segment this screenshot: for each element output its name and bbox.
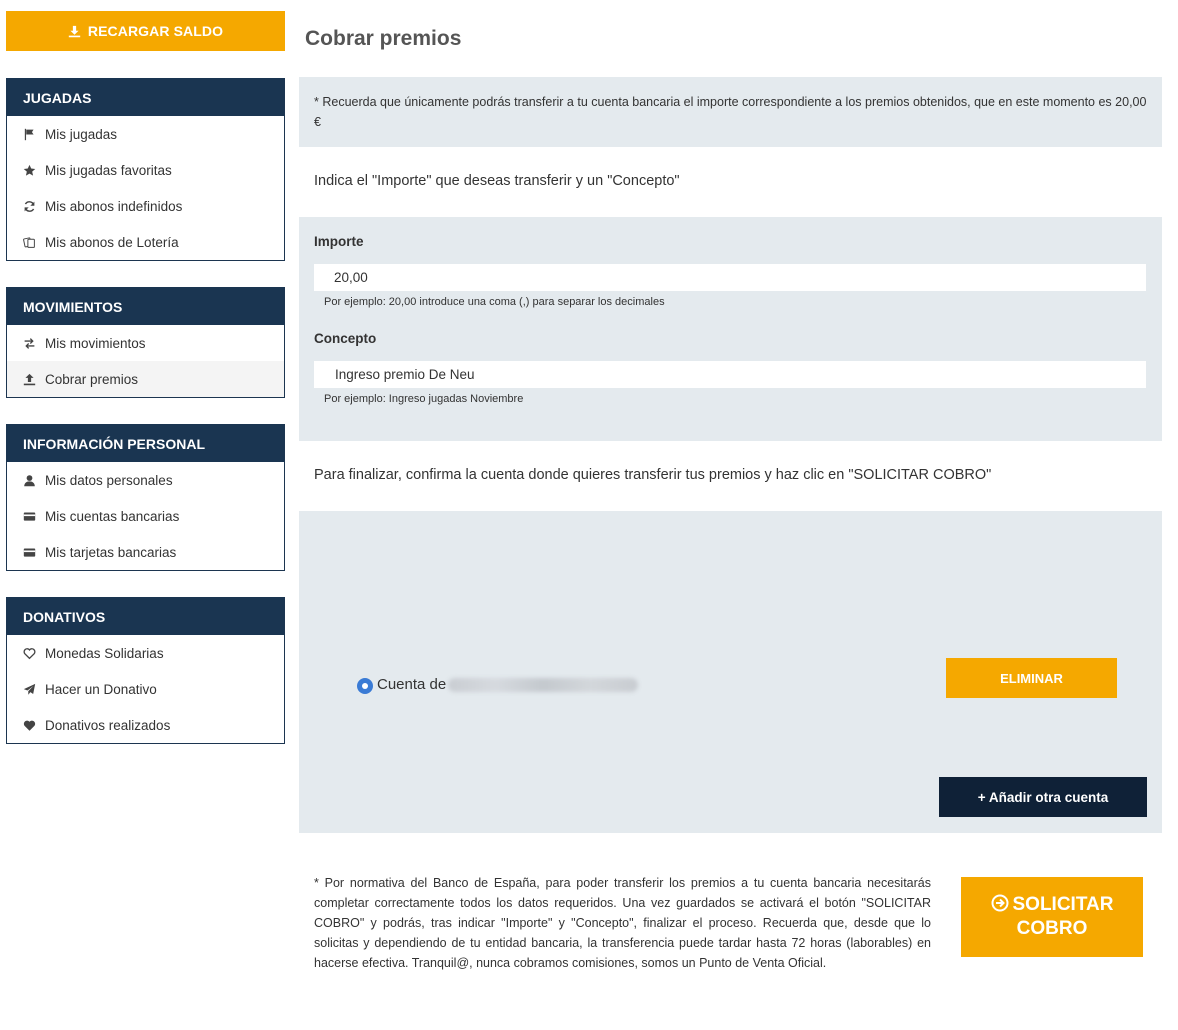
sidebar-item-mis-abonos-loteria[interactable] — [7, 224, 284, 260]
heart-outline-icon — [21, 646, 37, 660]
legal-note: * Por normativa del Banco de España, para poder transferir los premios a tu cuenta bancaria necesitarás completar correctamente todos los datos requeridos. Una vez guardados se activará el botón "SOLICITAR COBRO" y podrás, tras indicar "Importe" y "Concepto", finalizar el proceso. Recuerda que, desde que lo solicitas y dependiendo de tu entidad bancaria, la transferencia puede tardar hasta 72 horas (laborables) en hacerse efectiva. Tranquil@, nunca cobramos comisiones, somos un Punto de Venta Oficial. — [314, 876, 931, 970]
refresh-icon — [21, 199, 37, 213]
transfer-form — [299, 217, 1162, 441]
menu-jugadas — [6, 78, 285, 261]
sidebar-item-mis-abonos-indefinidos[interactable] — [7, 188, 284, 224]
recharge-label: RECARGAR SALDO — [87, 23, 224, 39]
menu-movimientos — [6, 287, 285, 398]
sidebar-item-label: Mis tarjetas bancarias — [45, 544, 177, 560]
sidebar-item-mis-tarjetas-bancarias[interactable] — [7, 534, 284, 570]
menu-donativos — [6, 597, 285, 744]
upload-icon — [21, 372, 37, 386]
flag-icon — [21, 127, 37, 141]
tickets-icon — [21, 235, 37, 249]
menu-heading: INFORMACIÓN PERSONAL — [7, 424, 284, 462]
card-icon — [21, 545, 37, 559]
amount-label: Importe — [314, 234, 364, 249]
sidebar-item-cobrar-premios[interactable] — [7, 361, 284, 397]
request-payout-button[interactable] — [961, 877, 1143, 957]
amount-help: Por ejemplo: 20,00 introduce una coma (,) para separar los decimales — [324, 296, 665, 308]
sidebar-item-label: Mis jugadas favoritas — [45, 162, 172, 178]
sidebar-item-label: Mis cuentas bancarias — [45, 508, 180, 524]
sidebar-item-mis-cuentas-bancarias[interactable] — [7, 498, 284, 534]
sidebar-item-label: Mis datos personales — [45, 472, 173, 488]
sidebar-item-label: Cobrar premios — [45, 371, 139, 387]
arrow-circle-icon — [991, 894, 1009, 912]
concept-input[interactable] — [314, 361, 1146, 388]
sidebar-item-label: Donativos realizados — [45, 717, 171, 733]
sidebar-item-mis-jugadas[interactable] — [7, 116, 284, 152]
sidebar-item-label: Mis abonos de Lotería — [45, 234, 179, 250]
account-panel — [299, 511, 1162, 833]
sidebar-item-mis-jugadas-favoritas[interactable] — [7, 152, 284, 188]
amount-input[interactable] — [314, 264, 1146, 291]
sidebar-item-label: Monedas Solidarias — [45, 645, 164, 661]
sidebar-item-mis-movimientos[interactable] — [7, 325, 284, 361]
account-label-text: Cuenta de — [377, 676, 447, 693]
sidebar-item-donativos-realizados[interactable] — [7, 707, 284, 743]
menu-heading: DONATIVOS — [7, 597, 284, 635]
page-title: Cobrar premios — [305, 27, 462, 50]
add-account-button[interactable]: + Añadir otra cuenta — [939, 777, 1147, 817]
concept-help: Por ejemplo: Ingreso jugadas Noviembre — [324, 393, 524, 405]
sidebar-item-monedas-solidarias[interactable] — [7, 635, 284, 671]
user-icon — [21, 473, 37, 487]
delete-account-button[interactable]: ELIMINAR — [946, 658, 1117, 698]
star-icon — [21, 163, 37, 177]
download-icon — [68, 25, 81, 38]
sidebar-item-label: Hacer un Donativo — [45, 681, 157, 697]
account-radio[interactable] — [357, 678, 373, 694]
menu-heading: JUGADAS — [7, 78, 284, 116]
sidebar-item-hacer-un-donativo[interactable] — [7, 671, 284, 707]
sidebar-item-label: Mis movimientos — [45, 335, 146, 351]
menu-heading: MOVIMIENTOS — [7, 287, 284, 325]
heart-icon — [21, 718, 37, 732]
info-note: * Recuerda que únicamente podrás transferir a tu cuenta bancaria el importe correspondiente a los premios obtenidos, que en este momento es 20,00 € — [299, 77, 1162, 147]
account-instruction: Para finalizar, confirma la cuenta donde quieres transferir tus premios y haz clic en "SOLICITAR COBRO" — [314, 467, 992, 483]
card-icon — [21, 509, 37, 523]
account-label — [377, 676, 638, 693]
amount-instruction: Indica el "Importe" que deseas transferir y un "Concepto" — [314, 173, 680, 189]
request-payout-label: SOLICITAR COBRO — [1012, 894, 1114, 939]
menu-informacion-personal — [6, 424, 285, 571]
account-number-redacted — [448, 678, 638, 692]
concept-label: Concepto — [314, 331, 377, 346]
exchange-icon — [21, 336, 37, 350]
recharge-button[interactable] — [6, 11, 285, 51]
sidebar-item-label: Mis abonos indefinidos — [45, 198, 183, 214]
sidebar — [6, 11, 285, 733]
request-payout-content — [982, 893, 1122, 941]
sidebar-item-label: Mis jugadas — [45, 126, 118, 142]
sidebar-item-mis-datos-personales[interactable] — [7, 462, 284, 498]
paper-plane-icon — [21, 682, 37, 696]
